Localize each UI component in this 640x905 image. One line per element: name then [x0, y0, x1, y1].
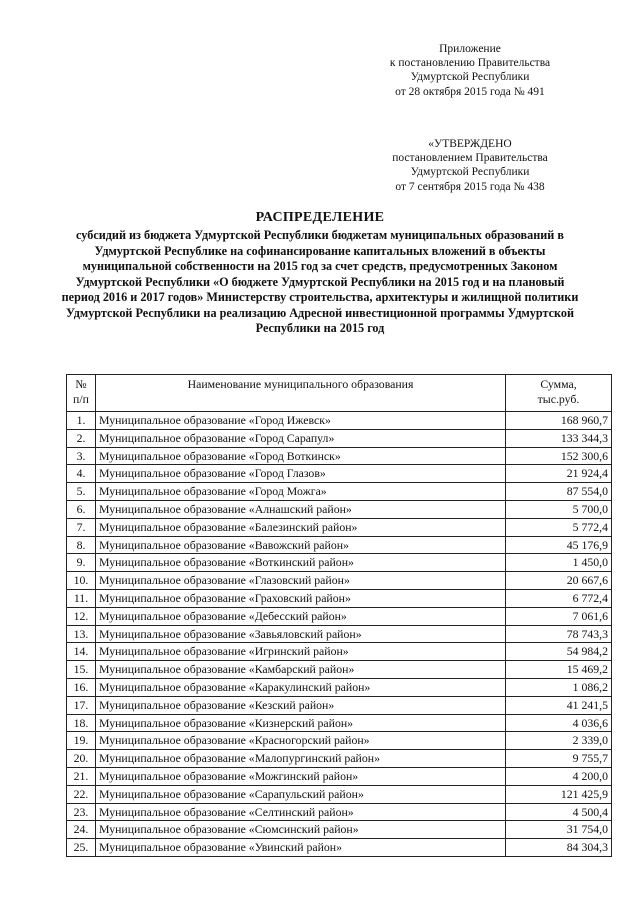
row-amount: 45 176,9 [506, 536, 612, 554]
table-row [67, 589, 612, 607]
header-sum-line2: тыс.руб. [537, 391, 580, 406]
row-number: 19. [67, 732, 96, 750]
row-municipality-name: Муниципальное образование «Камбарский район» [96, 661, 506, 679]
table-row [67, 625, 612, 643]
row-amount: 84 304,3 [506, 839, 612, 857]
row-number: 25. [67, 839, 96, 857]
table-row [67, 607, 612, 625]
row-amount: 87 554,0 [506, 483, 612, 501]
table-row [67, 767, 612, 785]
table-row [67, 661, 612, 679]
table-row [67, 803, 612, 821]
table-row [67, 696, 612, 714]
row-amount: 20 667,6 [506, 572, 612, 590]
table-row [67, 554, 612, 572]
row-number: 21. [67, 767, 96, 785]
approval-block [375, 137, 565, 194]
row-number: 14. [67, 643, 96, 661]
row-number: 16. [67, 678, 96, 696]
row-amount: 121 425,9 [506, 785, 612, 803]
row-number: 17. [67, 696, 96, 714]
row-municipality-name: Муниципальное образование «Алнашский район» [96, 500, 506, 518]
row-number: 13. [67, 625, 96, 643]
table-row [67, 643, 612, 661]
row-number: 4. [67, 465, 96, 483]
table-row [67, 572, 612, 590]
table-row [67, 714, 612, 732]
row-municipality-name: Муниципальное образование «Балезинский район» [96, 518, 506, 536]
row-amount: 4 500,4 [506, 803, 612, 821]
row-number: 15. [67, 661, 96, 679]
row-municipality-name: Муниципальное образование «Сюмсинский район» [96, 821, 506, 839]
appendix-line: от 28 октября 2015 года № 491 [395, 85, 545, 98]
row-amount: 31 754,0 [506, 821, 612, 839]
table-row [67, 732, 612, 750]
row-number: 3. [67, 447, 96, 465]
row-municipality-name: Муниципальное образование «Город Можга» [96, 483, 506, 501]
row-municipality-name: Муниципальное образование «Воткинский район» [96, 554, 506, 572]
table-row [67, 447, 612, 465]
table-row [67, 412, 612, 430]
row-amount: 1 086,2 [506, 678, 612, 696]
row-municipality-name: Муниципальное образование «Кизнерский район» [96, 714, 506, 732]
row-amount: 168 960,7 [506, 412, 612, 430]
table-row [67, 785, 612, 803]
row-amount: 9 755,7 [506, 750, 612, 768]
distribution-table [66, 374, 612, 857]
table-header-row [67, 375, 612, 412]
header-sum [506, 375, 612, 412]
header-number-line2: п/п [73, 391, 89, 406]
appendix-line: Приложение [439, 43, 501, 55]
row-municipality-name: Муниципальное образование «Увинский район» [96, 839, 506, 857]
header-number [67, 375, 96, 412]
row-municipality-name: Муниципальное образование «Селтинский район» [96, 803, 506, 821]
row-number: 7. [67, 518, 96, 536]
row-municipality-name: Муниципальное образование «Город Ижевск» [96, 412, 506, 430]
row-number: 22. [67, 785, 96, 803]
row-amount: 4 200,0 [506, 767, 612, 785]
row-municipality-name: Муниципальное образование «Каракулинский район» [96, 678, 506, 696]
row-number: 2. [67, 429, 96, 447]
row-amount: 1 450,0 [506, 554, 612, 572]
table-row [67, 839, 612, 857]
document-title [55, 209, 585, 337]
row-number: 18. [67, 714, 96, 732]
row-municipality-name: Муниципальное образование «Город Сарапул» [96, 429, 506, 447]
row-number: 9. [67, 554, 96, 572]
row-amount: 152 300,6 [506, 447, 612, 465]
table-row [67, 500, 612, 518]
row-amount: 6 772,4 [506, 589, 612, 607]
row-amount: 78 743,3 [506, 625, 612, 643]
row-amount: 54 984,2 [506, 643, 612, 661]
approval-line: «УТВЕРЖДЕНО [428, 138, 512, 150]
appendix-block [375, 42, 565, 99]
row-amount: 4 036,6 [506, 714, 612, 732]
row-number: 23. [67, 803, 96, 821]
row-municipality-name: Муниципальное образование «Город Воткинск» [96, 447, 506, 465]
row-number: 20. [67, 750, 96, 768]
row-amount: 21 924,4 [506, 465, 612, 483]
row-number: 6. [67, 500, 96, 518]
table-row [67, 536, 612, 554]
row-amount: 5 772,4 [506, 518, 612, 536]
header-name: Наименование муниципального образования [96, 375, 506, 412]
row-municipality-name: Муниципальное образование «Малопургинский район» [96, 750, 506, 768]
row-number: 1. [67, 412, 96, 430]
row-number: 11. [67, 589, 96, 607]
header-sum-line1: Сумма, [540, 377, 577, 391]
row-amount: 5 700,0 [506, 500, 612, 518]
row-municipality-name: Муниципальное образование «Красногорский район» [96, 732, 506, 750]
header-number-line1: № [75, 377, 87, 391]
table-row [67, 678, 612, 696]
table-row [67, 750, 612, 768]
row-municipality-name: Муниципальное образование «Кезский район» [96, 696, 506, 714]
row-number: 10. [67, 572, 96, 590]
approval-line: постановлением Правительства [392, 152, 548, 165]
row-municipality-name: Муниципальное образование «Город Глазов» [96, 465, 506, 483]
row-municipality-name: Муниципальное образование «Игринский район» [96, 643, 506, 661]
table-row [67, 465, 612, 483]
approval-line: от 7 сентября 2015 года № 438 [395, 180, 545, 193]
row-municipality-name: Муниципальное образование «Граховский район» [96, 589, 506, 607]
row-amount: 7 061,6 [506, 607, 612, 625]
row-municipality-name: Муниципальное образование «Сарапульский район» [96, 785, 506, 803]
table-row [67, 483, 612, 501]
row-number: 5. [67, 483, 96, 501]
row-amount: 2 339,0 [506, 732, 612, 750]
row-municipality-name: Муниципальное образование «Вавожский район» [96, 536, 506, 554]
row-number: 8. [67, 536, 96, 554]
approval-line: Удмуртской Республики [410, 166, 530, 179]
title-subtitle: субсидий из бюджета Удмуртской Республики бюджетам муниципальных образований в Удмуртской Республике на софинансирование капитальных вложений в объекты муниципальной собственности на 2015 год за счет средств, предусмотренных Законом Удмуртской Республики «О бюджете Удмуртской Республики на 2015 год и на плановый период 2016 и 2017 годов» Министерству строительства, архитектуры и жилищной политики Удмуртской Республики на реализацию Адресной инвестиционной программы Удмуртской Республики на 2015 год [61, 228, 579, 335]
row-number: 24. [67, 821, 96, 839]
row-amount: 41 241,5 [506, 696, 612, 714]
title-heading: РАСПРЕДЕЛЕНИЕ [255, 210, 385, 225]
appendix-line: к постановлению Правительства [389, 57, 551, 70]
row-municipality-name: Муниципальное образование «Дебесский район» [96, 607, 506, 625]
row-municipality-name: Муниципальное образование «Можгинский район» [96, 767, 506, 785]
table-row [67, 518, 612, 536]
table-row [67, 429, 612, 447]
row-amount: 15 469,2 [506, 661, 612, 679]
row-number: 12. [67, 607, 96, 625]
row-municipality-name: Муниципальное образование «Глазовский район» [96, 572, 506, 590]
row-amount: 133 344,3 [506, 429, 612, 447]
row-municipality-name: Муниципальное образование «Завьяловский район» [96, 625, 506, 643]
appendix-line: Удмуртской Республики [410, 71, 530, 84]
table-row [67, 821, 612, 839]
